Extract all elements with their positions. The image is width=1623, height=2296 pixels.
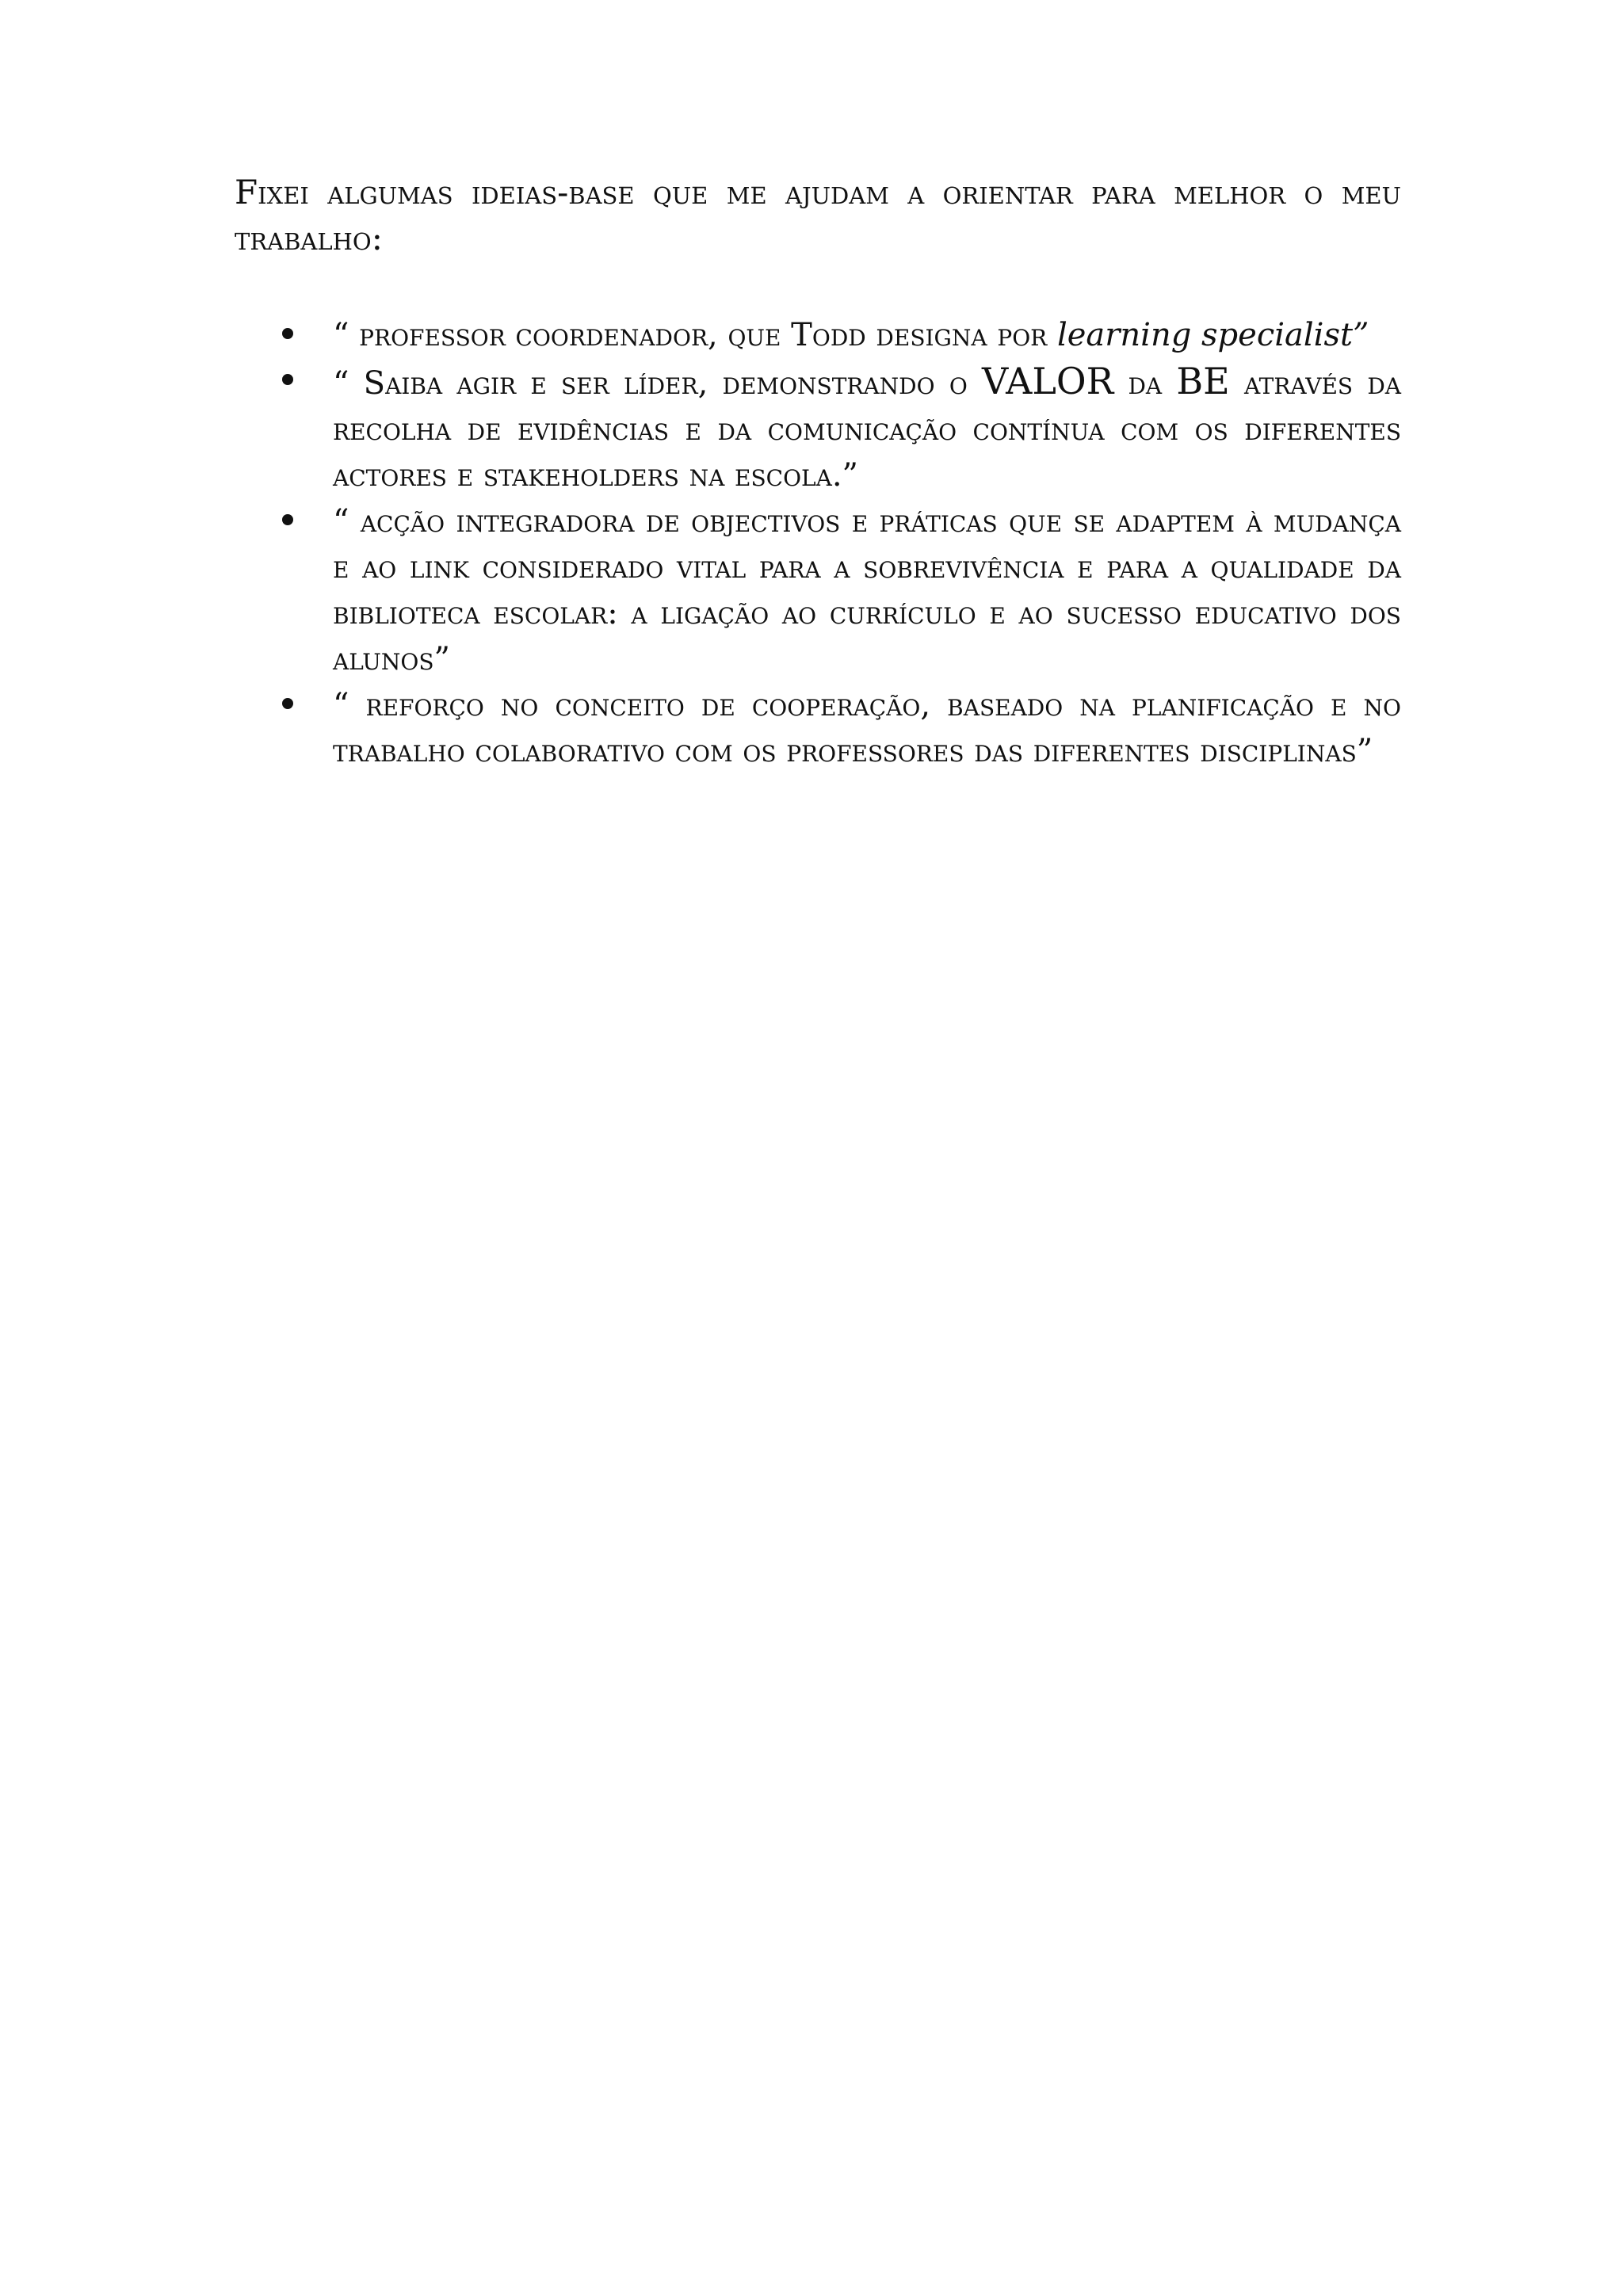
bullet-text: “ professor coordenador, que Todd designa por [333, 317, 1057, 353]
bullet-icon [282, 374, 293, 385]
bullet-item-saiba-agir [333, 358, 1401, 498]
bullet-icon [282, 514, 293, 525]
bullet-list [235, 312, 1401, 774]
bullet-item-accao-integradora [333, 498, 1401, 682]
bullet-item-reforco-cooperacao [333, 682, 1401, 774]
bullet-text-italic: learning specialist” [1056, 317, 1369, 353]
bullet-icon [282, 328, 293, 339]
bullet-item-professor-coordenador [333, 312, 1401, 358]
bullet-text-emphasis-valor: VALOR [982, 360, 1114, 402]
bullet-text: “ Saiba agir e ser líder, demonstrando o [333, 365, 982, 402]
intro-paragraph: Fixei algumas ideias-base que me ajudam a orientar para melhor o meu trabalho: [235, 173, 1401, 257]
bullet-icon [282, 698, 293, 709]
document-body [235, 170, 1401, 774]
bullet-text: “ reforço no conceito de cooperação, baseado na planificação e no trabalho colaborativo com os professores das diferentes disciplinas” [333, 687, 1401, 769]
bullet-text: através da recolha de evidências e da comunicação contínua com os diferentes actores e stakeholders na escola.” [333, 365, 1401, 494]
bullet-text: “ acção integradora de objectivos e práticas que se adaptem à mudança e ao link considerado vital para a sobrevivência e para a qualidade da biblioteca escolar: a ligação ao currículo e ao sucesso educativo dos alunos” [333, 503, 1401, 677]
bullet-text-emphasis-be: BE [1176, 360, 1230, 402]
bullet-text: da [1113, 365, 1177, 402]
